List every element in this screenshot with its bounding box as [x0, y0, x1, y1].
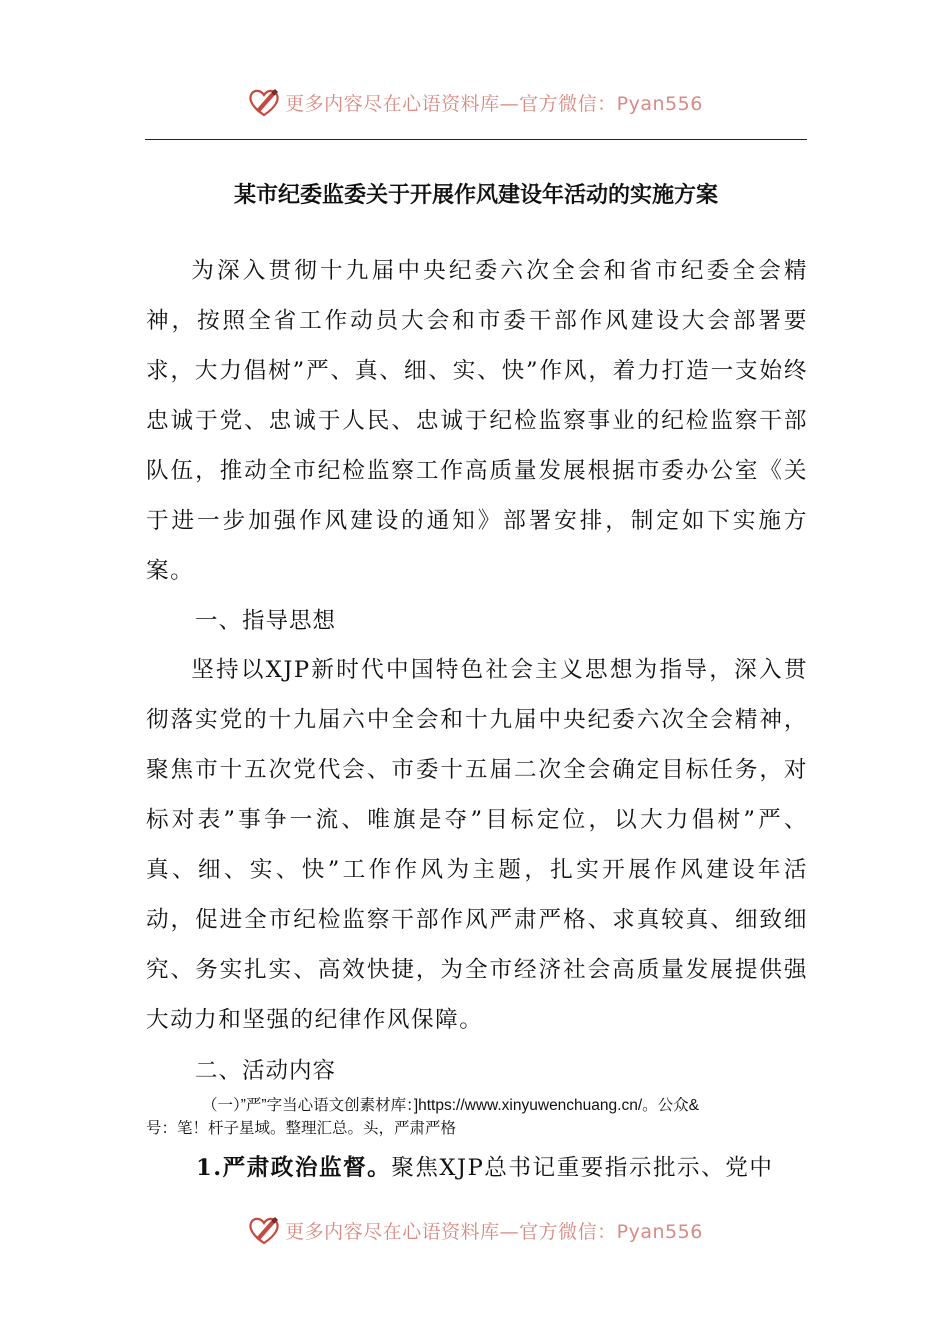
header-banner	[0, 80, 950, 124]
item-1-title: 1.严肃政治监督。	[196, 1155, 392, 1181]
note-line-2: 号：笔！杆子星域。整理汇总。头，严肃严格	[146, 1120, 457, 1137]
footer-banner	[0, 1208, 950, 1252]
banner-text: 更多内容尽在心语资料库—官方微信：Pyan556	[285, 1220, 703, 1243]
item-1-text: 聚焦XJP总书记重要指示批示、党中	[391, 1155, 774, 1181]
pen-heart-logo-icon	[247, 1213, 281, 1247]
section-heading-2: 二、活动内容	[195, 1058, 337, 1084]
intro-paragraph: 为深入贯彻十九届中央纪委六次全会和省市纪委全会精神，按照全省工作动员大会和市委干部作风建设大会部署要求，大力倡树”严、真、细、实、快”作风，着力打造一支始终忠诚于党、忠诚于人民、忠诚于纪检监察事业的纪检监察干部队伍，推动全市纪检监察工作高质量发展根据市委办公室《关于进一步加强作风建设的通知》部署安排，制定如下实施方案。	[146, 258, 808, 584]
pen-heart-logo-icon	[247, 85, 281, 119]
item-1-paragraph	[196, 1150, 816, 1182]
section-heading-1: 一、指导思想	[195, 608, 337, 634]
header-divider	[145, 139, 807, 140]
note-line-1: （一）”严”字当心语文创素材库：]https://www.xinyuwenchuang.cn/。公众&	[202, 1097, 699, 1114]
section1-paragraph: 坚持以XJP新时代中国特色社会主义思想为指导，深入贯彻落实党的十九届六中全会和十九届中央纪委六次全会精神，聚焦市十五次党代会、市委十五届二次全会确定目标任务，对标对表”事争一流、唯旗是夺”目标定位，以大力倡树”严、真、细、实、快”工作作风为主题，扎实开展作风建设年活动，促进全市纪检监察干部作风严肃严格、求真较真、细致细究、务实扎实、高效快捷，为全市经济社会高质量发展提供强大动力和坚强的纪律作风保障。	[146, 657, 808, 1033]
banner-text: 更多内容尽在心语资料库—官方微信：Pyan556	[285, 92, 703, 115]
watermark-note	[146, 1094, 808, 1140]
document-title: 某市纪委监委关于开展作风建设年活动的实施方案	[233, 183, 718, 208]
